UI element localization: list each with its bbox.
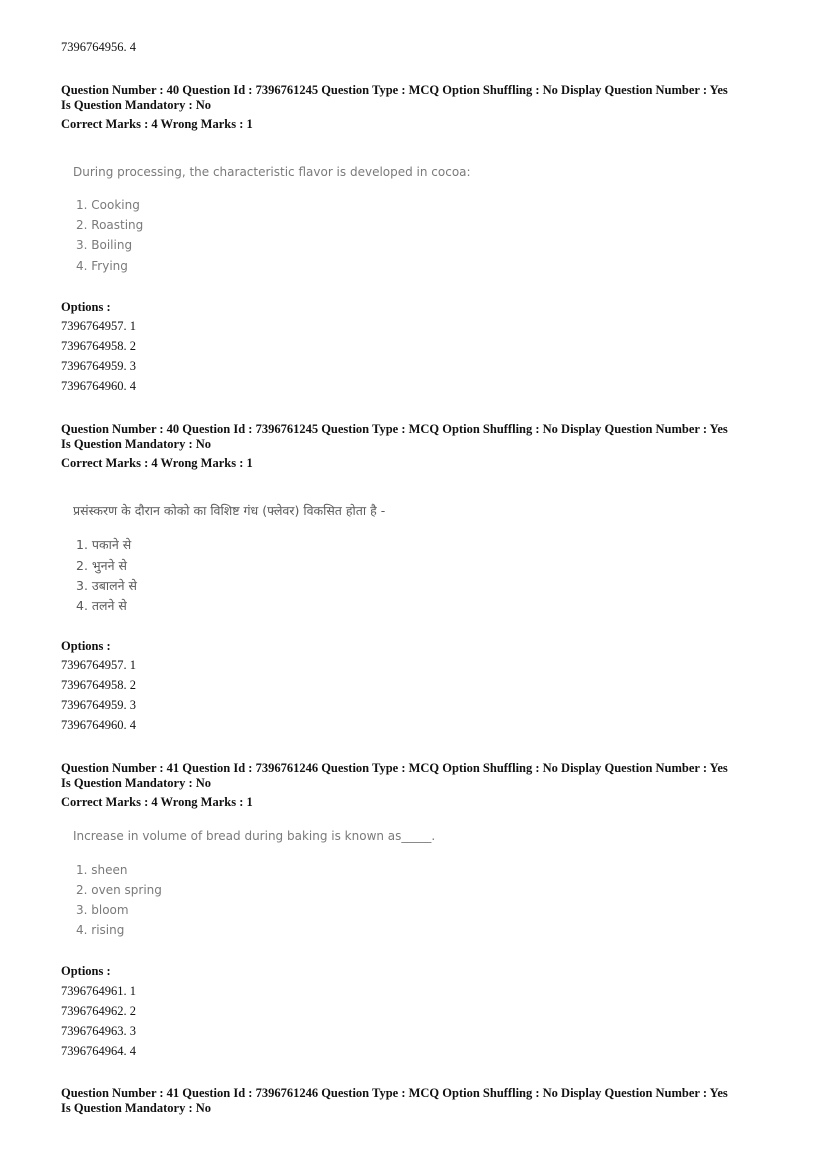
option-line: 7396764958. 2 — [61, 678, 136, 692]
option-line: 7396764960. 4 — [61, 379, 136, 393]
choice: 2. oven spring — [76, 883, 162, 897]
choice: 4. तलने से — [76, 598, 127, 613]
question-marks: Correct Marks : 4 Wrong Marks : 1 — [61, 456, 253, 470]
option-line: 7396764962. 2 — [61, 1004, 136, 1018]
choice: 1. पकाने से — [76, 537, 132, 552]
options-label: Options : — [61, 639, 111, 653]
option-line: 7396764958. 2 — [61, 339, 136, 353]
question-image — [73, 165, 471, 273]
question-mandatory: Is Question Mandatory : No — [61, 1101, 212, 1115]
option-line: 7396764957. 1 — [61, 319, 136, 333]
option-line: 7396764959. 3 — [61, 359, 136, 373]
option-line: 7396764961. 1 — [61, 984, 136, 998]
question-text: During processing, the characteristic flavor is developed in cocoa: — [73, 165, 471, 179]
question-text: Increase in volume of bread during baking is known as_____. — [73, 829, 436, 843]
choice: 3. bloom — [76, 903, 129, 917]
top-option-line: 7396764956. 4 — [61, 40, 136, 54]
question-image — [73, 502, 386, 613]
option-line: 7396764957. 1 — [61, 658, 136, 672]
choice: 3. उबालने से — [76, 578, 137, 593]
choice: 2. Roasting — [76, 218, 144, 232]
options-label: Options : — [61, 964, 111, 978]
question-marks: Correct Marks : 4 Wrong Marks : 1 — [61, 795, 253, 809]
choice: 1. Cooking — [76, 198, 140, 212]
question-header: Question Number : 40 Question Id : 7396761245 Question Type : MCQ Option Shuffling : No Display Question Number : Yes — [61, 83, 728, 97]
question-header: Question Number : 40 Question Id : 7396761245 Question Type : MCQ Option Shuffling : No Display Question Number : Yes — [61, 422, 728, 436]
option-line: 7396764959. 3 — [61, 698, 136, 712]
question-header: Question Number : 41 Question Id : 7396761246 Question Type : MCQ Option Shuffling : No Display Question Number : Yes — [61, 1086, 728, 1100]
choice: 2. भुनने से — [76, 558, 127, 573]
question-mandatory: Is Question Mandatory : No — [61, 776, 212, 790]
choice: 4. Frying — [76, 259, 128, 273]
options-label: Options : — [61, 300, 111, 314]
option-line: 7396764963. 3 — [61, 1024, 136, 1038]
question-mandatory: Is Question Mandatory : No — [61, 437, 212, 451]
question-marks: Correct Marks : 4 Wrong Marks : 1 — [61, 117, 253, 131]
question-header: Question Number : 41 Question Id : 7396761246 Question Type : MCQ Option Shuffling : No Display Question Number : Yes — [61, 761, 728, 775]
question-text: प्रसंस्करण के दौरान कोको का विशिष्ट गंध (फ्लेवर) विकसित होता है - — [73, 503, 386, 518]
option-line: 7396764964. 4 — [61, 1044, 136, 1058]
choice: 4. rising — [76, 923, 125, 937]
choice: 3. Boiling — [76, 238, 133, 252]
question-mandatory: Is Question Mandatory : No — [61, 98, 212, 112]
choice: 1. sheen — [76, 863, 128, 877]
option-line: 7396764960. 4 — [61, 718, 136, 732]
question-image — [73, 829, 436, 937]
